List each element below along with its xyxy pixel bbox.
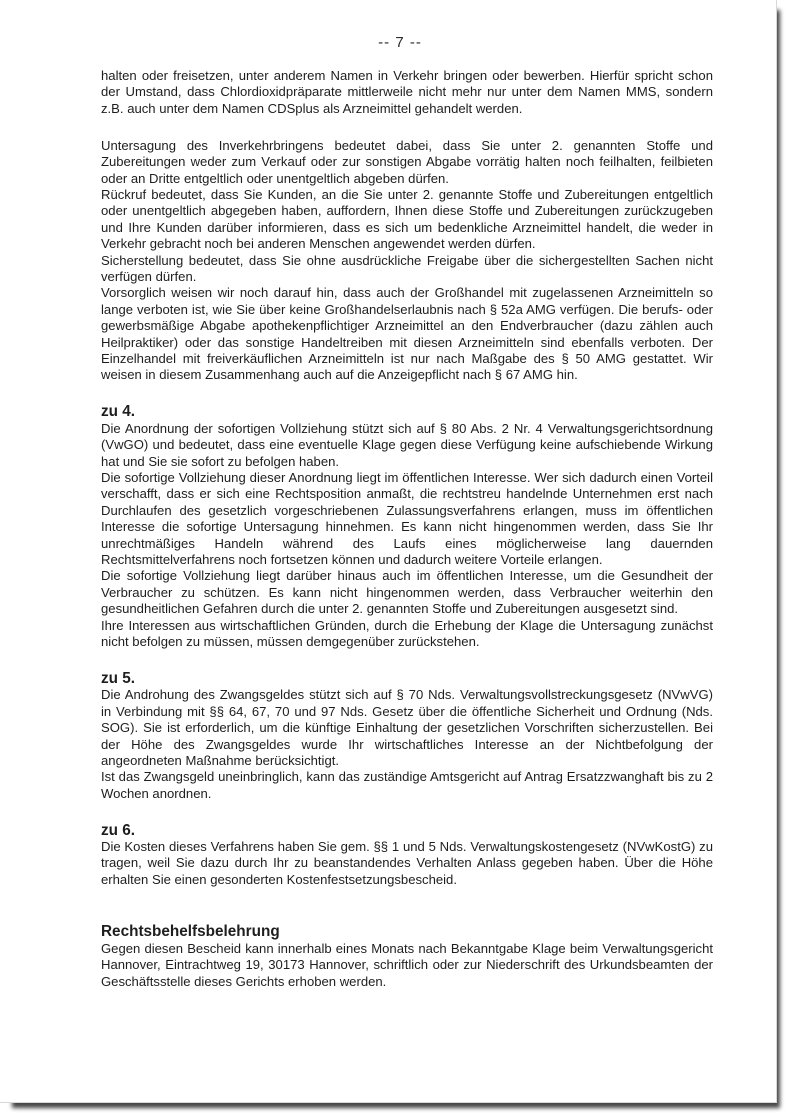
section-definitions <box>101 138 713 384</box>
paragraph: Ihre Interessen aus wirtschaftlichen Gründen, durch die Erhebung der Klage die Untersagung zunächst nicht befolgen zu müssen, müssen demgegenüber zurückstehen. <box>101 617 713 649</box>
section-zu-4 <box>101 404 713 650</box>
paragraph: Sicherstellung bedeutet, dass Sie ohne ausdrückliche Freigabe über die sichergestellten Sachen nicht verfügen dürfen. <box>101 252 713 284</box>
paragraph: Untersagung des Inverkehrbringens bedeutet dabei, dass Sie unter 2. genannten Stoffe und Zubereitungen weder zum Verkauf oder zur sonstigen Abgabe vorrätig halten noch feilhalten, feilbieten oder an Dritte entgeltlich oder unentgeltlich abgeben dürfen. <box>101 137 713 186</box>
section-zu-5 <box>101 671 713 802</box>
section-legal-remedy-notice <box>101 924 713 990</box>
document-body <box>101 68 713 1010</box>
section-heading: Rechtsbehelfsbelehrung <box>101 923 280 941</box>
section-continuation <box>101 68 713 117</box>
paragraph: Gegen diesen Bescheid kann innerhalb eines Monats nach Bekanntgabe Klage beim Verwaltungsgericht Hannover, Eintrachtweg 19, 30173 Hannover, schriftlich oder zur Niederschrift des Urkundsbeamten der Geschäftsstelle dieses Gerichts erhoben werden. <box>101 940 713 989</box>
page-number: -- 7 -- <box>378 34 422 51</box>
section-zu-6 <box>101 823 713 889</box>
section-heading: zu 4. <box>101 403 136 421</box>
paragraph: Die Anordnung der sofortigen Vollziehung stützt sich auf § 80 Abs. 2 Nr. 4 Verwaltungsgerichtsordnung (VwGO) und bedeutet, dass eine eventuelle Klage gegen diese Verfügung keine aufschiebende Wirkung hat und Sie sie sofort zu befolgen haben. <box>101 420 713 469</box>
paragraph: Die Kosten dieses Verfahrens haben Sie gem. §§ 1 und 5 Nds. Verwaltungskostengesetz (NVwKostG) zu tragen, weil Sie dazu durch Ihr zu beanstandendes Verhalten Anlass gegeben haben. Über die Höhe erhalten Sie einen gesonderten Kostenfestsetzungsbescheid. <box>101 839 713 887</box>
paragraph: Rückruf bedeutet, dass Sie Kunden, an die Sie unter 2. genannte Stoffe und Zubereitungen entgeltlich oder unentgeltlich abgegeben haben, auffordern, Ihnen diese Stoffe und Zubereitungen zurückzugeben und Ihre Kunden darüber informieren, dass es sich um bedenkliche Arzneimittel handelt, die weder in Verkehr gebracht noch bei anderen Menschen angewendet werden dürfen. <box>101 186 713 252</box>
paragraph: halten oder freisetzen, unter anderem Namen in Verkehr bringen oder bewerben. Hierfür spricht schon der Umstand, dass Chlordioxidpräparate mittlerweile nicht mehr nur unter dem Namen MMS, sondern z.B. auch unter dem Namen CDSplus als Arzneimittel gehandelt werden. <box>101 68 713 116</box>
paragraph: Die sofortige Vollziehung dieser Anordnung liegt im öffentlichen Interesse. Wer sich dadurch einen Vorteil verschafft, dass er sich eine Rechtsposition anmaßt, die rechtstreu handelnde Unternehmen erst nach Durchlaufen des gesetzlich vorgeschriebenen Zulassungsverfahrens erlangen, muss im öffentlichen Interesse die sofortige Untersagung hinnehmen. Es kann nicht hingenommen werden, dass Sie Ihr unrechtmäßiges Handeln während des Laufs eines möglicherweise lang dauernden Rechtsmittelverfahrens noch fortsetzen können und dadurch weitere Vorteile erlangen. <box>101 469 713 567</box>
paragraph: Ist das Zwangsgeld uneinbringlich, kann das zuständige Amtsgericht auf Antrag Ersatzzwanghaft bis zu 2 Wochen anordnen. <box>101 769 713 801</box>
section-heading: zu 6. <box>101 821 136 839</box>
paragraph: Vorsorglich weisen wir noch darauf hin, dass auch der Großhandel mit zugelassenen Arzneimitteln so lange verboten ist, wie Sie über keine Großhandelserlaubnis nach § 52a AMG verfügen. Die berufs- oder gewerbsmäßige Abgabe apothekenpflichtiger Arzneimittel an den Endverbraucher (dazu zählen auch Heilpraktiker) oder das sonstige Handeltreiben mit diesen Arzneimitteln sind ebenfalls verboten. Der Einzelhandel mit freiverkäuflichen Arzneimitteln ist nur nach Maßgabe des § 50 AMG gestattet. Wir weisen in diesem Zusammenhang auch auf die Anzeigepflicht nach § 67 AMG hin. <box>101 285 713 383</box>
section-heading: zu 5. <box>101 669 136 687</box>
paragraph: Die Androhung des Zwangsgeldes stützt sich auf § 70 Nds. Verwaltungsvollstreckungsgesetz (NVwVG) in Verbindung mit §§ 64, 67, 70 und 97 Nds. Gesetz über die öffentliche Sicherheit und Ordnung (Nds. SOG). Sie ist erforderlich, um die künftige Einhaltung der gesetzlichen Vorschriften sicherzustellen. Bei der Höhe des Zwangsgeldes wurde Ihr wirtschaftliches Interesse an der Nichtbefolgung der angeordneten Maßnahme berücksichtigt. <box>101 687 713 768</box>
paragraph: Die sofortige Vollziehung liegt darüber hinaus auch im öffentlichen Interesse, um die Gesundheit der Verbraucher zu schützen. Es kann nicht hingenommen werden, dass Verbraucher weiterhin den gesundheitlichen Gefahren durch die unter 2. genannten Stoffe und Zubereitungen ausgesetzt sind. <box>101 568 713 617</box>
